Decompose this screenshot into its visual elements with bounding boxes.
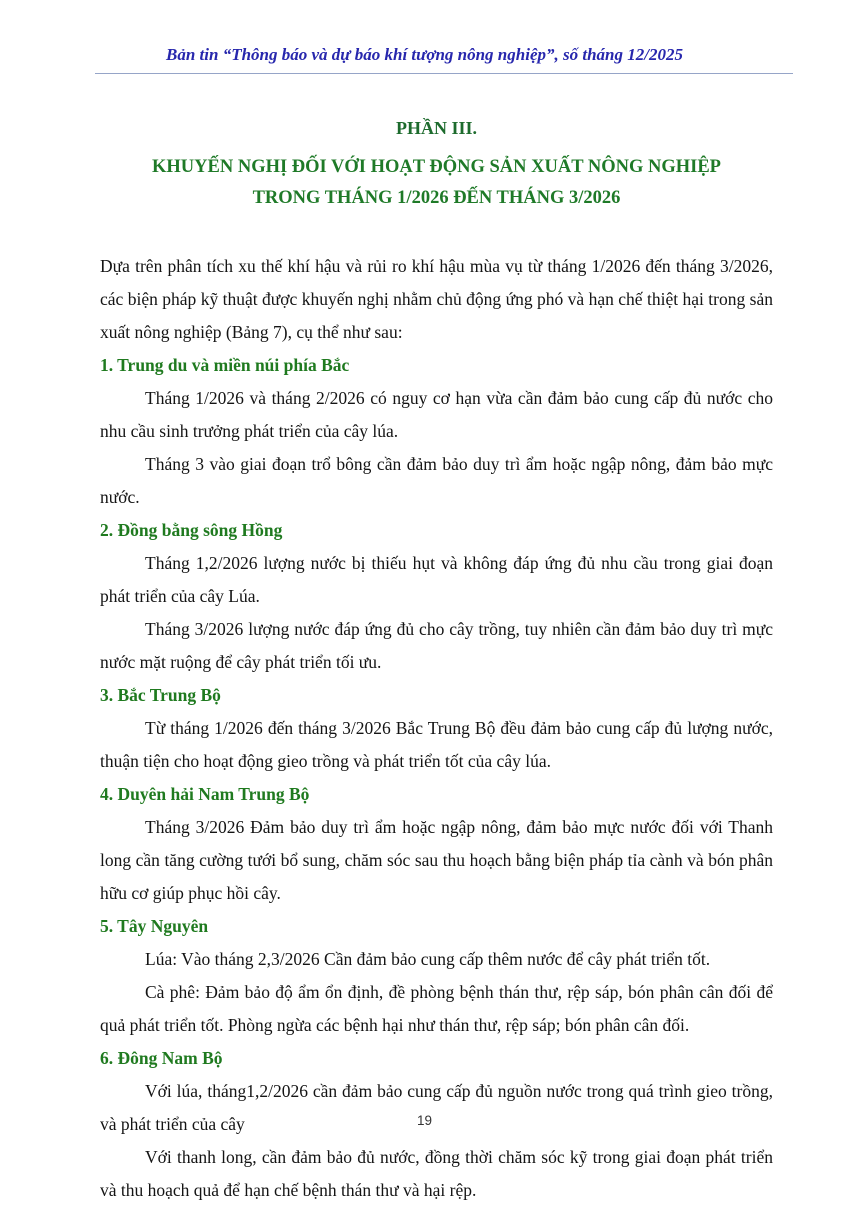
intro-paragraph: Dựa trên phân tích xu thế khí hậu và rủi ro khí hậu mùa vụ từ tháng 1/2026 đến tháng 3/2026, các biện pháp kỹ thuật được khuyến nghị nhằm chủ động ứng phó và hạn chế thiệt hại trong sản xuất nông nghiệp (Bảng 7), cụ thể như sau: — [100, 256, 773, 342]
section-trung-du-mien-nui-phia-bac — [100, 349, 773, 514]
page-content — [100, 117, 773, 1207]
section-tay-nguyen — [100, 910, 773, 1042]
section-dong-bang-song-hong — [100, 514, 773, 679]
part-label: PHẦN III. — [395, 118, 477, 138]
section-paragraph: Tháng 1/2026 và tháng 2/2026 có nguy cơ hạn vừa cần đảm bảo cung cấp đủ nước cho nhu cầu sinh trưởng phát triển của cây lúa. — [100, 388, 773, 441]
section-heading: 6. Đông Nam Bộ — [100, 1048, 223, 1068]
journal-title-line: Bản tin “Thông báo và dự báo khí tượng nông nghiệp”, số tháng 12/2025 — [166, 45, 683, 64]
section-paragraph: Tháng 1,2/2026 lượng nước bị thiếu hụt và không đáp ứng đủ nhu cầu trong giai đoạn phát triển của cây Lúa. — [100, 553, 773, 606]
running-header — [0, 0, 849, 66]
document-title — [100, 152, 773, 214]
document-title-line-2: TRONG THÁNG 1/2026 ĐẾN THÁNG 3/2026 — [252, 188, 621, 208]
section-heading: 3. Bắc Trung Bộ — [100, 685, 221, 705]
section-paragraph: Từ tháng 1/2026 đến tháng 3/2026 Bắc Trung Bộ đều đảm bảo cung cấp đủ lượng nước, thuận tiện cho hoạt động gieo trồng và phát triển tốt của cây lúa. — [100, 718, 773, 771]
section-bac-trung-bo — [100, 679, 773, 778]
section-duyen-hai-nam-trung-bo — [100, 778, 773, 910]
header-divider — [95, 73, 793, 74]
page-number: 19 — [416, 1113, 433, 1128]
section-paragraph: Với thanh long, cần đảm bảo đủ nước, đồng thời chăm sóc kỹ trong giai đoạn phát triển và thu hoạch quả để hạn chế bệnh thán thư và hại rệp. — [100, 1147, 773, 1200]
document-title-line-1: KHUYẾN NGHỊ ĐỐI VỚI HOẠT ĐỘNG SẢN XUẤT NÔNG NGHIỆP — [152, 157, 721, 177]
section-paragraph: Tháng 3/2026 lượng nước đáp ứng đủ cho cây trồng, tuy nhiên cần đảm bảo duy trì mực nước mặt ruộng để cây phát triển tối ưu. — [100, 619, 773, 672]
section-paragraph: Tháng 3 vào giai đoạn trổ bông cần đảm bảo duy trì ẩm hoặc ngập nông, đảm bảo mực nước. — [100, 454, 773, 507]
section-heading: 2. Đồng bằng sông Hồng — [100, 520, 283, 540]
section-heading: 4. Duyên hải Nam Trung Bộ — [100, 784, 310, 804]
section-heading: 5. Tây Nguyên — [100, 916, 209, 936]
section-paragraph: Cà phê: Đảm bảo độ ẩm ổn định, đề phòng bệnh thán thư, rệp sáp, bón phân cân đối để quả phát triển tốt. Phòng ngừa các bệnh hại như thán thư, rệp sáp; bón phân cân đối. — [100, 982, 773, 1035]
section-paragraph: Với lúa, tháng1,2/2026 cần đảm bảo cung cấp đủ nguồn nước trong quá trình gieo trồng, và phát triển của cây — [100, 1081, 773, 1134]
section-heading: 1. Trung du và miền núi phía Bắc — [100, 355, 350, 375]
section-paragraph: Tháng 3/2026 Đảm bảo duy trì ẩm hoặc ngập nông, đảm bảo mực nước đối với Thanh long cần tăng cường tưới bổ sung, chăm sóc sau thu hoạch bằng biện pháp tỉa cành và bón phân hữu cơ giúp phục hồi cây. — [100, 817, 773, 903]
section-paragraph: Lúa: Vào tháng 2,3/2026 Cần đảm bảo cung cấp thêm nước để cây phát triển tốt. — [145, 949, 711, 969]
